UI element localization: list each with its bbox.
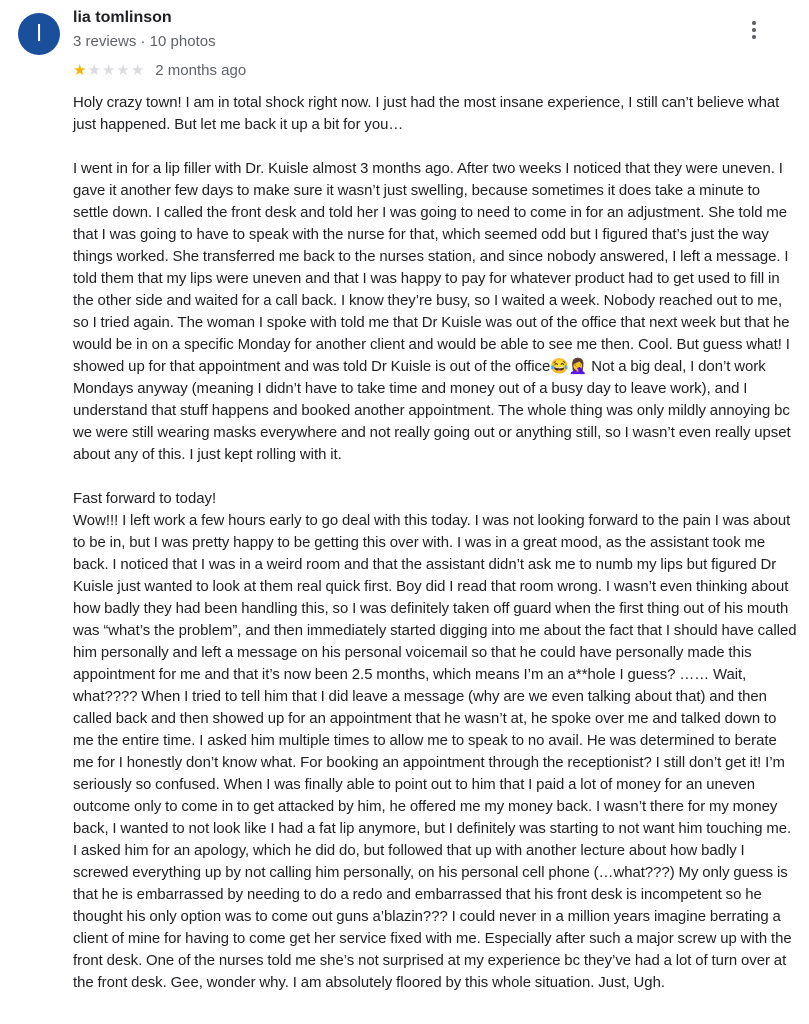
rating-row: [73, 61, 246, 79]
reviewer-stats[interactable]: 3 reviews · 10 photos: [73, 33, 216, 50]
more-vert-icon[interactable]: [740, 16, 768, 44]
review-date: 2 months ago: [155, 61, 247, 79]
menu-dot: [752, 28, 756, 32]
review-paragraph: Holy crazy town! I am in total shock right now. I just had the most insane experience, I still can’t believe what just happened. But let me back it up a bit for you…: [73, 95, 780, 133]
menu-dot: [752, 35, 756, 39]
avatar-letter: l: [35, 21, 43, 47]
star-empty-icon: ★: [101, 61, 116, 79]
star-empty-icon: ★: [130, 61, 145, 79]
review-paragraph: I went in for a lip filler with Dr. Kuisle almost 3 months ago. After two weeks I noticed that they were uneven. I gave it another few days to make sure it wasn’t just swelling, because sometimes it does take a minute to settle down. I called the front desk and told her I was going to need to come in for an adjustment. She told me that I was going to have to speak with the nurse for that, which seemed odd but I figured that’s just the way things worked. She transferred me back to the nurses station, and since nobody answered, I left a message. I told them that my lips were uneven and that I was happy to pay for whatever product had to get used to fill in the other side and waited for a call back. I know they’re busy, so I waited a week. Nobody reached out to me, so I tried again. The woman I spoke with told me that Dr Kuisle was out of the office that next week but that he would be in on a specific Monday for another client and would be able to see me then. Cool. But guess what! I showed up for that appointment and was told Dr Kuisle is out of the office😂🤦‍♀️ Not a big deal, I don’t work Mondays anyway (meaning I didn’t have to take time and money out of a busy day to leave work), and I understand that stuff happens and booked another appointment. The whole thing was only mildly annoying bc we were still wearing masks everywhere and not really going out or anything still, so I wasn’t even really upset about any of this. I just kept rolling with it.: [73, 161, 791, 463]
review-text: [73, 92, 797, 994]
avatar[interactable]: [18, 13, 60, 55]
reviewer-name[interactable]: lia tomlinson: [73, 9, 172, 26]
star-empty-icon: ★: [87, 61, 101, 79]
star-rating: [73, 61, 144, 79]
star-empty-icon: ★: [116, 61, 130, 79]
review-paragraph: Fast forward to today! Wow!!! I left work a few hours early to go deal with this today. I was not looking forward to the pain I was about to be in, but I was pretty happy to be getting this over with. I was in a great mood, as the assistant took me back. I noticed that I was in a weird room and that the assistant didn’t ask me to numb my lips but figured Dr Kuisle just wanted to look at them real quick first. Boy did I read that room wrong. I wasn’t even thinking about how badly they had been handling this, so I was definitely taken off guard when the first thing out of his mouth was “what’s the problem”, and then immediately started digging into me about the fact that I should have called him personally and left a message on his personal voicemail so that he could have personally made this appointment for me and that it’s now been 2.5 months, which means I’m an a**hole I guess? …… Wait, what???? When I tried to tell him that I did leave a message (why are we even talking about that) and then called back and then showed up for an appointment that he wasn’t at, he spoke over me and talked down to me the entire time. I asked him multiple times to allow me to speak to no avail. He was determined to berate me for I honestly don’t know what. For booking an appointment through the receptionist? I still don’t get it! I’m seriously so confused. When I was finally able to point out to him that I paid a lot of money for an uneven outcome only to come in to get attacked by him, he offered me my money back. I wasn’t there for my money back, I wanted to not look like I had a fat lip anymore, but I definitely was starting to not want him touching me. I asked him for an apology, which he did do, but followed that up with another lecture about how badly I screwed everything up by not calling him personally, on his personal cell phone (…what???) My only guess is that he is embarrassed by needing to do a redo and embarrassed that his front desk is incompetent so he thought his only option was to come out guns a’blazin??? I could never in a million years imagine berrating a client of mine for having to come get her service fixed with me. Especially after such a major screw up with the front desk. One of the nurses told me she’s not surprised at my experience bc they’ve had a lot of turn over at the front desk. Gee, wonder why. I am absolutely floored by this whole situation. Just, Ugh.: [73, 491, 797, 991]
star-filled-icon: ★: [73, 61, 87, 79]
menu-dot: [752, 21, 756, 25]
